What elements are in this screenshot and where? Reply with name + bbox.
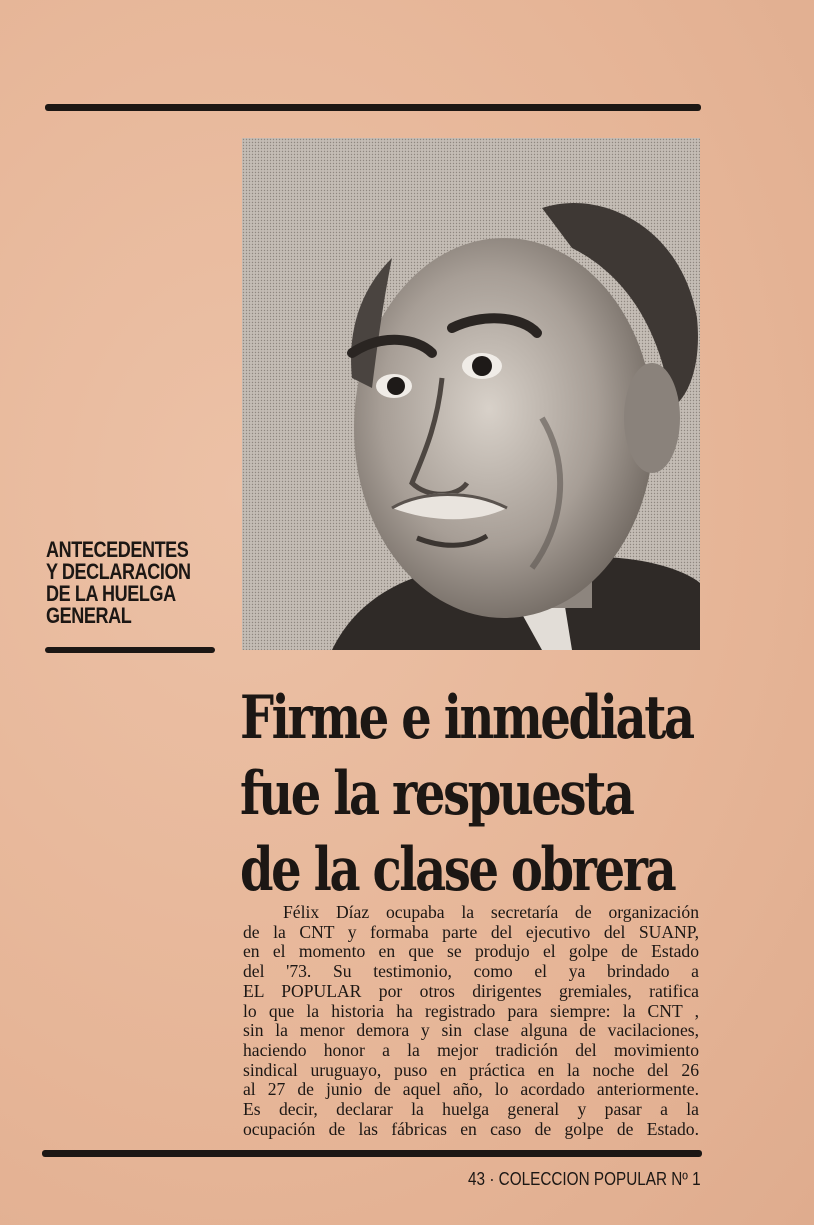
top-rule <box>45 104 701 111</box>
kicker-rule <box>45 647 215 653</box>
headline-line: fue la respuesta <box>240 759 633 829</box>
headline-line: de la clase obrera <box>240 835 675 905</box>
body-line: de la CNT y formaba parte del ejecutivo del SUANP, <box>243 921 699 942</box>
body-line: haciendo honor a la mejor tradición del movimiento <box>243 1039 699 1060</box>
body-line: al 27 de junio de aquel año, lo acordado anteriormente. <box>243 1079 699 1100</box>
page-footer: 43 · COLECCION POPULAR Nº 1 <box>468 1169 701 1189</box>
portrait-photo-icon <box>242 138 700 650</box>
body-line: Es decir, declarar la huelga general y pasar a la <box>243 1099 699 1120</box>
bottom-rule <box>42 1150 702 1157</box>
body-line: en el momento en que se produjo el golpe de Estado <box>243 941 699 962</box>
body-line: EL POPULAR por otros dirigentes gremiales, ratifica <box>243 980 699 1001</box>
kicker-line: ANTECEDENTES <box>46 537 189 562</box>
body-line: Félix Díaz ocupaba la secretaría de organización <box>283 902 699 922</box>
body-line: sin la menor demora y sin clase alguna de vacilaciones, <box>243 1020 699 1041</box>
section-kicker <box>46 539 194 627</box>
article-headline <box>240 680 693 908</box>
headline-line: Firme e inmediata <box>240 683 693 753</box>
body-line: ocupación de las fábricas en caso de golpe de Estado. <box>243 1118 699 1139</box>
article-lead-paragraph <box>243 903 699 1139</box>
kicker-line: GENERAL <box>46 603 132 628</box>
body-line: lo que la historia ha registrado para siempre: la CNT , <box>243 1000 699 1021</box>
kicker-line: DE LA HUELGA <box>46 581 176 606</box>
kicker-line: Y DECLARACION <box>46 559 191 584</box>
body-line: sindical uruguayo, puso en práctica en la noche del 26 <box>243 1059 699 1080</box>
body-line: del '73. Su testimonio, como el ya brindado a <box>243 961 699 982</box>
